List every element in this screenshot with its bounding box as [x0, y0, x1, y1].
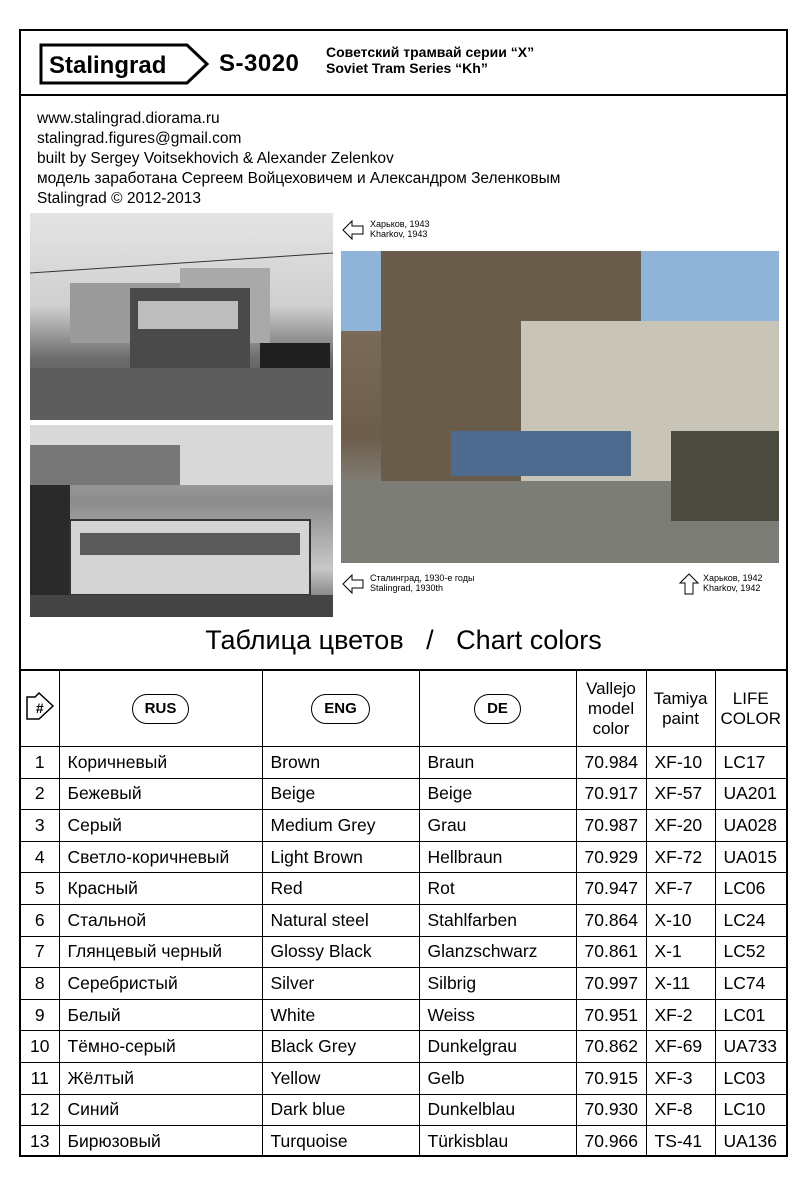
cell-eng: Black Grey — [262, 1031, 419, 1063]
table-row — [21, 1126, 786, 1157]
photo-kharkov-1942 — [341, 251, 779, 563]
cell-vallejo: 70.864 — [576, 904, 646, 936]
stalingrad-logo — [39, 43, 211, 85]
color-table — [21, 669, 786, 1157]
cell-eng: Turquoise — [262, 1126, 419, 1157]
photo-kharkov-1943 — [30, 213, 333, 420]
row-number: 8 — [21, 968, 59, 1000]
cell-tamiya: XF-10 — [646, 747, 715, 779]
cell-vallejo: 70.947 — [576, 873, 646, 905]
cell-rus: Коричневый — [59, 747, 262, 779]
cell-eng: Yellow — [262, 1062, 419, 1094]
cell-tamiya: X-10 — [646, 904, 715, 936]
cell-rus: Синий — [59, 1094, 262, 1126]
header-life — [715, 670, 786, 747]
cell-vallejo: 70.984 — [576, 747, 646, 779]
table-row — [21, 1094, 786, 1126]
row-number: 7 — [21, 936, 59, 968]
cell-rus: Глянцевый черный — [59, 936, 262, 968]
row-number: 9 — [21, 999, 59, 1031]
cell-vallejo: 70.930 — [576, 1094, 646, 1126]
cell-tamiya: XF-8 — [646, 1094, 715, 1126]
table-row — [21, 778, 786, 810]
rus-pill: RUS — [132, 694, 190, 724]
cell-de: Dunkelgrau — [419, 1031, 576, 1063]
cell-life: LC10 — [715, 1094, 786, 1126]
table-row — [21, 841, 786, 873]
cell-eng: Beige — [262, 778, 419, 810]
caption-stalingrad — [370, 573, 474, 593]
vallejo-line-1: Vallejo — [586, 678, 636, 698]
cell-tamiya: XF-72 — [646, 841, 715, 873]
row-number: 12 — [21, 1094, 59, 1126]
table-row — [21, 873, 786, 905]
cell-rus: Стальной — [59, 904, 262, 936]
cell-eng: Light Brown — [262, 841, 419, 873]
header-rus — [59, 670, 262, 747]
row-number: 3 — [21, 810, 59, 842]
caption-kharkov-1943-ru: Харьков, 1943 — [370, 219, 430, 229]
table-row — [21, 936, 786, 968]
cell-life: LC01 — [715, 999, 786, 1031]
cell-vallejo: 70.951 — [576, 999, 646, 1031]
table-row — [21, 968, 786, 1000]
cell-tamiya: XF-69 — [646, 1031, 715, 1063]
product-code: S-3020 — [219, 50, 300, 77]
cell-vallejo: 70.862 — [576, 1031, 646, 1063]
title-en: Soviet Tram Series “Kh” — [326, 60, 488, 76]
header-de — [419, 670, 576, 747]
vallejo-line-2: model — [587, 698, 635, 718]
cell-eng: White — [262, 999, 419, 1031]
cell-tamiya: TS-41 — [646, 1126, 715, 1157]
eng-pill: ENG — [311, 694, 370, 724]
info-block — [37, 109, 560, 209]
cell-rus: Жёлтый — [59, 1062, 262, 1094]
row-number: 10 — [21, 1031, 59, 1063]
life-line-2: COLOR — [720, 708, 781, 728]
table-row — [21, 810, 786, 842]
de-pill: DE — [474, 694, 521, 724]
cell-de: Beige — [419, 778, 576, 810]
cell-rus: Красный — [59, 873, 262, 905]
cell-de: Silbrig — [419, 968, 576, 1000]
table-row — [21, 1031, 786, 1063]
cell-vallejo: 70.929 — [576, 841, 646, 873]
table-row — [21, 999, 786, 1031]
cell-de: Dunkelblau — [419, 1094, 576, 1126]
row-number: 2 — [21, 778, 59, 810]
table-row — [21, 904, 786, 936]
logo-text: Stalingrad — [49, 52, 167, 79]
cell-eng: Red — [262, 873, 419, 905]
cell-eng: Brown — [262, 747, 419, 779]
caption-stalingrad-ru: Сталинград, 1930-е годы — [370, 573, 475, 583]
cell-life: UA733 — [715, 1031, 786, 1063]
cell-rus: Светло-коричневый — [59, 841, 262, 873]
cell-eng: Glossy Black — [262, 936, 419, 968]
cell-vallejo: 70.966 — [576, 1126, 646, 1157]
cell-tamiya: XF-20 — [646, 810, 715, 842]
cell-rus: Серебристый — [59, 968, 262, 1000]
vallejo-line-3: color — [592, 718, 630, 738]
life-line-1: LIFE — [732, 688, 769, 708]
cell-life: LC74 — [715, 968, 786, 1000]
cell-de: Hellbraun — [419, 841, 576, 873]
arrow-left-icon — [342, 219, 364, 241]
cell-tamiya: XF-57 — [646, 778, 715, 810]
cell-tamiya: XF-7 — [646, 873, 715, 905]
copyright-text: Stalingrad © 2012-2013 — [37, 190, 201, 207]
cell-de: Stahlfarben — [419, 904, 576, 936]
cell-vallejo: 70.997 — [576, 968, 646, 1000]
cell-de: Glanzschwarz — [419, 936, 576, 968]
caption-kharkov-1943 — [370, 219, 430, 239]
table-row — [21, 1062, 786, 1094]
cell-rus: Серый — [59, 810, 262, 842]
cell-vallejo: 70.915 — [576, 1062, 646, 1094]
cell-tamiya: X-11 — [646, 968, 715, 1000]
email-text: stalingrad.figures@gmail.com — [37, 130, 242, 147]
cell-eng: Silver — [262, 968, 419, 1000]
row-number: 11 — [21, 1062, 59, 1094]
cell-de: Gelb — [419, 1062, 576, 1094]
cell-de: Grau — [419, 810, 576, 842]
built-by-ru: модель заработана Сергеем Войцеховичем и Александром Зеленковым — [37, 170, 561, 187]
table-row — [21, 747, 786, 779]
hash-badge — [25, 691, 55, 721]
row-number: 13 — [21, 1126, 59, 1157]
header-eng — [262, 670, 419, 747]
table-header-row — [21, 670, 786, 747]
photo-stalingrad-1930s — [30, 425, 333, 617]
cell-eng: Natural steel — [262, 904, 419, 936]
cell-eng: Dark blue — [262, 1094, 419, 1126]
cell-life: UA015 — [715, 841, 786, 873]
chart-title: Таблица цветов / Chart colors — [205, 625, 602, 655]
row-number: 1 — [21, 747, 59, 779]
caption-kharkov-1943-en: Kharkov, 1943 — [370, 229, 428, 239]
built-by-en: built by Sergey Voitsekhovich & Alexander Zelenkov — [37, 150, 394, 167]
cell-rus: Тёмно-серый — [59, 1031, 262, 1063]
cell-life: LC03 — [715, 1062, 786, 1094]
website-text: www.stalingrad.diorama.ru — [37, 110, 220, 127]
caption-kharkov-1942 — [703, 573, 763, 593]
cell-life: LC17 — [715, 747, 786, 779]
cell-life: UA028 — [715, 810, 786, 842]
cell-life: UA201 — [715, 778, 786, 810]
cell-vallejo: 70.917 — [576, 778, 646, 810]
cell-tamiya: XF-3 — [646, 1062, 715, 1094]
arrow-left-icon — [342, 573, 364, 595]
tamiya-line-2: paint — [662, 708, 699, 728]
cell-life: UA136 — [715, 1126, 786, 1157]
cell-de: Türkisblau — [419, 1126, 576, 1157]
product-title — [326, 44, 534, 76]
tamiya-line-1: Tamiya — [653, 688, 708, 708]
row-number: 6 — [21, 904, 59, 936]
cell-tamiya: X-1 — [646, 936, 715, 968]
cell-life: LC24 — [715, 904, 786, 936]
cell-rus: Бирюзовый — [59, 1126, 262, 1157]
cell-de: Rot — [419, 873, 576, 905]
caption-kharkov-1942-ru: Харьков, 1942 — [703, 573, 763, 583]
title-ru: Советский трамвай серии “Х” — [326, 44, 535, 60]
cell-rus: Бежевый — [59, 778, 262, 810]
cell-life: LC06 — [715, 873, 786, 905]
row-number: 4 — [21, 841, 59, 873]
arrow-up-icon — [678, 573, 700, 595]
header-vallejo — [576, 670, 646, 747]
caption-kharkov-1942-en: Kharkov, 1942 — [703, 583, 761, 593]
header-num — [21, 670, 59, 747]
cell-life: LC52 — [715, 936, 786, 968]
cell-de: Weiss — [419, 999, 576, 1031]
caption-stalingrad-en: Stalingrad, 1930th — [370, 583, 444, 593]
header-num-label: # — [35, 700, 44, 716]
cell-rus: Белый — [59, 999, 262, 1031]
cell-de: Braun — [419, 747, 576, 779]
row-number: 5 — [21, 873, 59, 905]
cell-vallejo: 70.861 — [576, 936, 646, 968]
cell-eng: Medium Grey — [262, 810, 419, 842]
header — [21, 31, 786, 96]
header-tamiya — [646, 670, 715, 747]
page-frame — [19, 29, 788, 1157]
cell-vallejo: 70.987 — [576, 810, 646, 842]
color-table-wrapper — [21, 669, 786, 1157]
cell-tamiya: XF-2 — [646, 999, 715, 1031]
